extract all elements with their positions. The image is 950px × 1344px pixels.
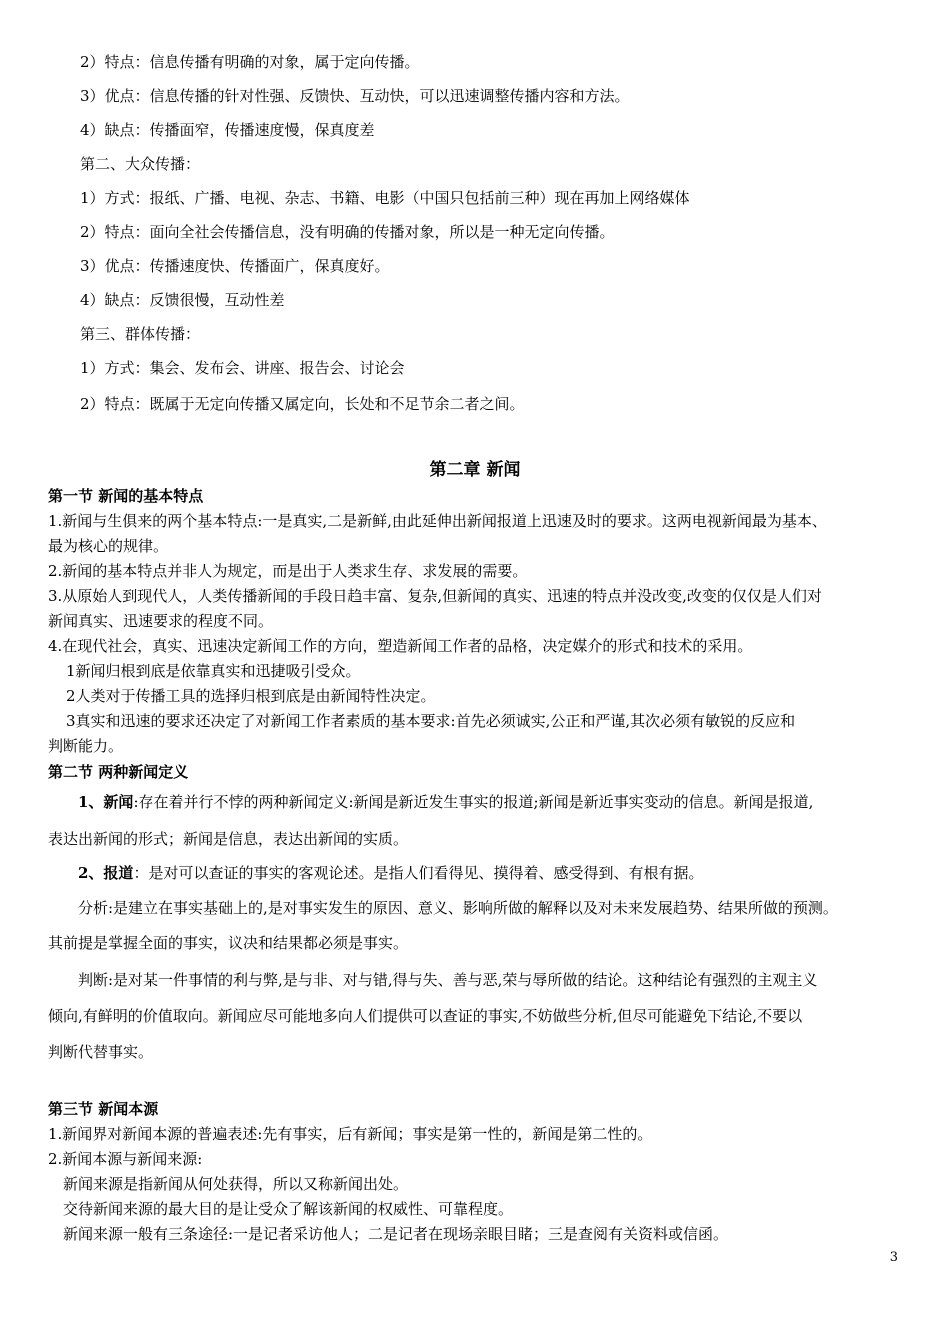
judgment-line: 判断:是对某一件事情的利与弊,是与非、对与错,得与失、善与恶,荣与辱所做的结论。这种结论有强烈的主观主义 xyxy=(78,971,818,989)
sub-item: 判断能力。 xyxy=(48,737,124,755)
paragraph-line: 2.新闻的基本特点并非人为规定，而是出于人类求生存、求发展的需要。 xyxy=(48,562,528,580)
analysis-line: 其前提是掌握全面的事实，议决和结果都必须是事实。 xyxy=(48,934,409,952)
chapter-title: 第二章 新闻 xyxy=(429,460,521,480)
definition-label: 2、报道 xyxy=(78,864,134,882)
list-item: 1）方式：报纸、广播、电视、杂志、书籍、电影（中国只包括前三种）现在再加上网络媒体 xyxy=(80,189,690,207)
sub-item: 2人类对于传播工具的选择归根到底是由新闻特性决定。 xyxy=(66,687,436,705)
sub-item: 新闻来源是指新闻从何处获得，所以又称新闻出处。 xyxy=(63,1175,409,1193)
definition-line xyxy=(78,792,938,812)
paragraph-line: 4.在现代社会，真实、迅速决定新闻工作的方向，塑造新闻工作者的品格，决定媒介的形式和技术的采用。 xyxy=(48,637,753,655)
paragraph-line: 1.新闻界对新闻本源的普遍表述:先有事实，后有新闻；事实是第一性的，新闻是第二性的。 xyxy=(48,1125,653,1143)
list-item: 1）方式：集会、发布会、讲座、报告会、讨论会 xyxy=(80,359,405,377)
judgment-line: 倾向,有鲜明的价值取向。新闻应尽可能地多向人们提供可以查证的事实,不妨做些分析,但尽可能避免下结论,不要以 xyxy=(48,1007,803,1025)
paragraph-line: 1.新闻与生俱来的两个基本特点:一是真实,二是新鲜,由此延伸出新闻报道上迅速及时的要求。这两电视新闻最为基本、 xyxy=(48,512,827,530)
paragraph-line: 3.从原始人到现代人，人类传播新闻的手段日趋丰富、复杂,但新闻的真实、迅速的特点并没改变,改变的仅仅是人们对 xyxy=(48,587,822,605)
list-item: 3）优点：信息传播的针对性强、反馈快、互动快，可以迅速调整传播内容和方法。 xyxy=(80,87,630,105)
list-heading: 第三、群体传播： xyxy=(80,325,201,343)
paragraph-line: 2.新闻本源与新闻来源: xyxy=(48,1150,203,1168)
list-item: 2）特点：信息传播有明确的对象，属于定向传播。 xyxy=(80,53,420,71)
list-item: 2）特点：既属于无定向传播又属定向，长处和不足节余二者之间。 xyxy=(80,395,525,413)
definition-label: 1、新闻 xyxy=(78,793,134,811)
analysis-line: 分析:是建立在事实基础上的,是对事实发生的原因、意义、影响所做的解释以及对未来发展趋势、结果所做的预测。 xyxy=(78,899,838,917)
judgment-line: 判断代替事实。 xyxy=(48,1043,154,1061)
sub-item: 1新闻归根到底是依靠真实和迅捷吸引受众。 xyxy=(66,662,361,680)
definition-line: 表达出新闻的形式；新闻是信息，表达出新闻的实质。 xyxy=(48,830,409,848)
section-title: 第三节 新闻本源 xyxy=(48,1100,159,1118)
paragraph-line: 最为核心的规律。 xyxy=(48,537,169,555)
list-item: 4）缺点：传播面窄，传播速度慢，保真度差 xyxy=(80,121,375,139)
sub-item: 交待新闻来源的最大目的是让受众了解该新闻的权威性、可靠程度。 xyxy=(63,1200,514,1218)
list-item: 2）特点：面向全社会传播信息，没有明确的传播对象，所以是一种无定向传播。 xyxy=(80,223,615,241)
section-title: 第一节 新闻的基本特点 xyxy=(48,487,204,505)
list-item: 3）优点：传播速度快、传播面广，保真度好。 xyxy=(80,257,390,275)
section-title: 第二节 两种新闻定义 xyxy=(48,763,189,781)
definition-line xyxy=(78,863,938,883)
definition-text: ：是对可以查证的事实的客观论述。是指人们看得见、摸得着、感受得到、有根有据。 xyxy=(133,864,704,882)
list-heading: 第二、大众传播： xyxy=(80,155,201,173)
paragraph-line: 新闻真实、迅速要求的程度不同。 xyxy=(48,612,274,630)
definition-text: :存在着并行不悖的两种新闻定义:新闻是新近发生事实的报道;新闻是新近事实变动的信息。新闻是报道, xyxy=(133,793,814,811)
sub-item: 3真实和迅速的要求还决定了对新闻工作者素质的基本要求:首先必须诚实,公正和严谨,其次必须有敏锐的反应和 xyxy=(66,712,796,730)
sub-item: 新闻来源一般有三条途径:一是记者采访他人；二是记者在现场亲眼目睹；三是查阅有关资料或信函。 xyxy=(63,1225,729,1243)
page-number: 3 xyxy=(889,1250,898,1265)
list-item: 4）缺点：反馈很慢，互动性差 xyxy=(80,291,285,309)
